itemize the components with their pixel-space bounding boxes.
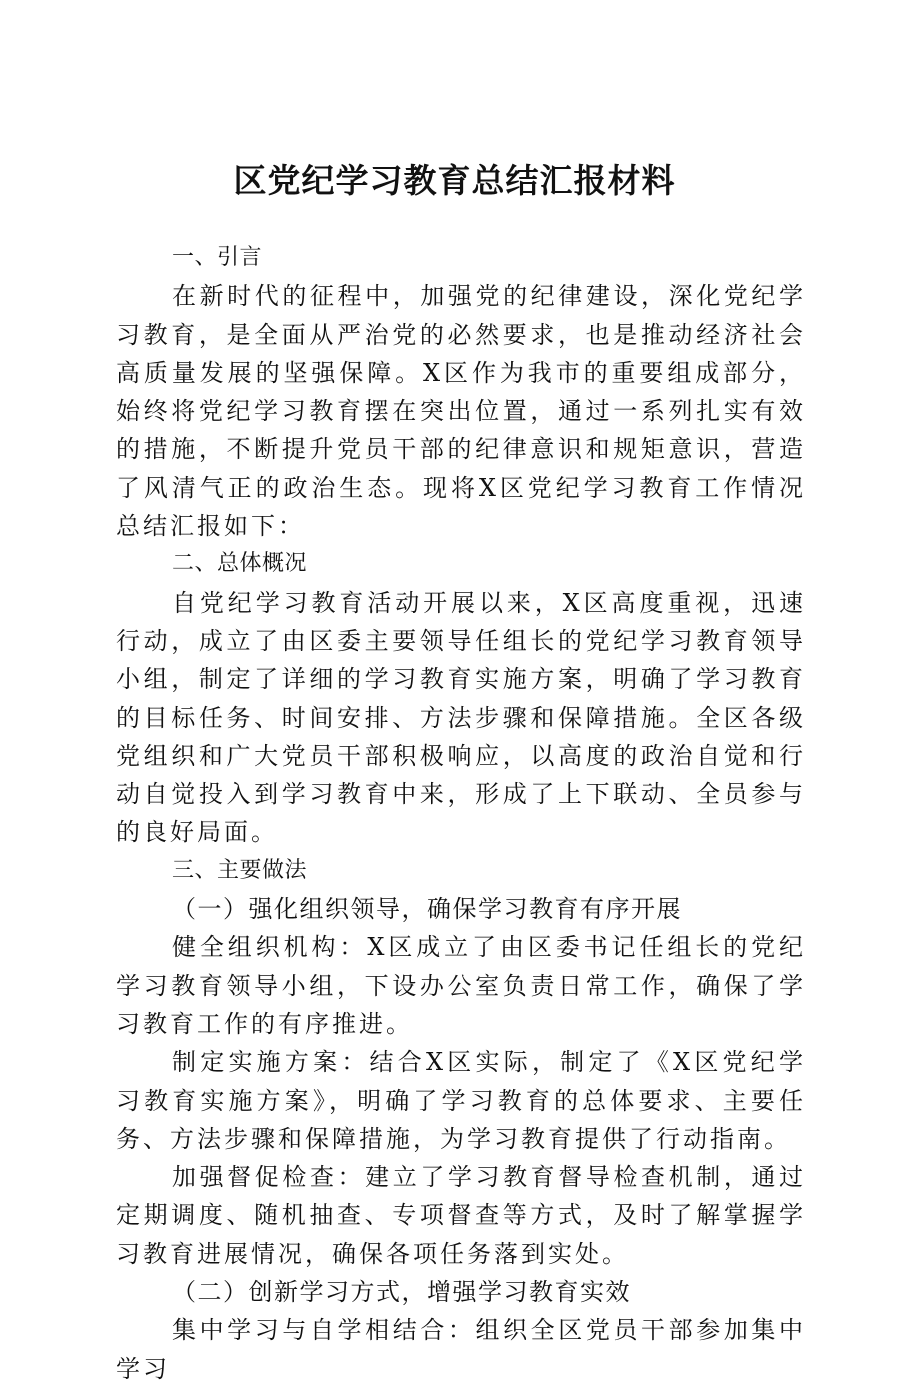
paragraph-collective-learning: 集中学习与自学相结合：组织全区党员干部参加集中学习 <box>116 1316 806 1383</box>
paragraph-introduction: 在新时代的征程中，加强党的纪律建设，深化党纪学习教育，是全面从严治党的必然要求，也是推动经济社会高质量发展的坚强保障。X区作为我市的重要组成部分，始终将党纪学习教育摆在突出位置，通过一系列扎实有效的措施，不断提升党员干部的纪律意识和规矩意识，营造了风清气正的政治生态。现将X区党纪学习教育工作情况总结汇报如下： <box>116 282 806 541</box>
paragraph-supervision: 加强督促检查：建立了学习教育督导检查机制，通过定期调度、随机抽查、专项督查等方式，及时了解掌握学习教育进展情况，确保各项任务落到实处。 <box>116 1163 806 1268</box>
subheading-learning-methods: （二）创新学习方式，增强学习教育实效 <box>172 1278 631 1307</box>
paragraph-organization-structure: 健全组织机构：X区成立了由区委书记任组长的党纪学习教育领导小组，下设办公室负责日常工作，确保了学习教育工作的有序推进。 <box>116 933 806 1038</box>
section-heading-overview: 二、总体概况 <box>172 551 308 577</box>
subheading-organization-leadership: （一）强化组织领导，确保学习教育有序开展 <box>172 895 682 924</box>
section-heading-main-practices: 三、主要做法 <box>172 857 308 883</box>
section-heading-introduction: 一、引言 <box>172 245 263 270</box>
paragraph-implementation-plan: 制定实施方案：结合X区实际，制定了《X区党纪学习教育实施方案》，明确了学习教育的总体要求、主要任务、方法步骤和保障措施，为学习教育提供了行动指南。 <box>116 1048 806 1153</box>
document-title: 区党纪学习教育总结汇报材料 <box>233 161 676 200</box>
paragraph-overview: 自党纪学习教育活动开展以来，X区高度重视，迅速行动，成立了由区委主要领导任组长的党纪学习教育领导小组，制定了详细的学习教育实施方案，明确了学习教育的目标任务、时间安排、方法步骤和保障措施。全区各级党组织和广大党员干部积极响应，以高度的政治自觉和行动自觉投入到学习教育中来，形成了上下联动、全员参与的良好局面。 <box>116 588 806 847</box>
document-body <box>116 239 806 1388</box>
